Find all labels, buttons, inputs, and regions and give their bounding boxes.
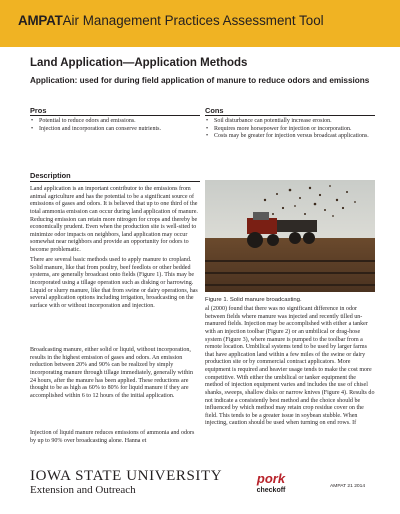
banner-title <box>18 13 324 28</box>
page-title: Land Application—Application Methods <box>30 57 248 69</box>
extension-name: Extension and Outreach <box>30 484 136 496</box>
pros-list <box>30 118 200 133</box>
cons-item: • Soil disturbance can potentially increase erosion. <box>205 118 370 126</box>
description-paragraph-right: al (2000) found that there was no significant difference in odor between fields where manure was injected and recently tilled un-manured fields. Injection may be accomplished with either a tanker with an injection toolbar (Figure 2) or an umbilical or drag-hose system (Figure 3), where manure is pumped to the toolbar from a remote location. Umbilical systems tend to be used by larger farms that have application land within a few miles of the swine or dairy production site or by commercial contract applicators. More equipment is required and heavier usage tends to make the cost more competitive. With either the umbilical or tanker equipment the method of injection equipment varies and includes the use of chisel shanks, sweeps, shallow disks or narrow knives (Figure 4). Results do not indicate a consistently best method and the choice should be influenced by which method may retain crop residue cover on the field. This tends to be a greater issue in soybean stubble. When injecting, caution should be used when turning on end rows. If <box>205 306 375 427</box>
pros-item: • Injection and incorporation can conserve nutrients. <box>30 126 200 134</box>
cons-item: • Costs may be greater for injection versus broadcast applications. <box>205 133 370 141</box>
svg-text:pork: pork <box>256 471 286 486</box>
header-banner <box>0 0 400 47</box>
pros-item: • Potential to reduce odors and emissions. <box>30 118 200 126</box>
description-paragraph: There are several basic methods used to apply manure to cropland. Solid manure, like that from poultry, beef feedlots or other bedded systems, are generally broadcast onto fields (Figure 1). This may be incorporated using a tillage operation such as disking or harrowing. Liquid or slurry manure, like that from swine or dairy operations, has several application options including irrigation, broadcasting on the surface with or without incorporation and injection. <box>30 257 198 309</box>
pros-heading: Pros <box>30 106 47 115</box>
cons-list <box>205 118 370 141</box>
description-divider <box>30 181 200 182</box>
document-number: AMPAT 21 2014 <box>330 484 366 489</box>
manure-spreading-photo <box>205 180 375 292</box>
description-paragraph: Broadcasting manure, either solid or liquid, without incorporation, results in the highest emission of gases and odors. An emission reduction between 20% and 90% can be realized by simply incorporating manure through tillage immediately, generally within 24 hours, after the manure has been applied. These reductions are thought to be as high as 60% to 80% for liquid manure if they are accomplished within 6 to 12 hours of the initial application. <box>30 347 193 399</box>
description-paragraph: Injection of liquid manure reduces emissions of ammonia and odors by up to 90% over broadcasting alone. Hanna et <box>30 430 195 444</box>
page-subtitle: Application: used for during field application of manure to reduce odors and emissions <box>30 76 370 85</box>
isu-logo <box>30 468 222 497</box>
university-name: IOWA STATE UNIVERSITY <box>30 468 223 484</box>
description-paragraph: Land application is an important contributor to the emissions from animal agriculture and has the potential to be a significant source of emissions of gases and odors. It is believed that up to one third of the total ammonia emission can occur during land application of manure. Reducing emission can retain more nitrogen for crops and thereby be economically prudent. Even when the production site is well-sited to minimize odor impacts on neighbors, land application may occur somewhat near neighbors and provide an opportunity for odors to become problematic. <box>30 186 198 253</box>
cons-divider <box>205 115 375 116</box>
description-heading: Description <box>30 171 71 180</box>
brand-name: AMPAT <box>18 13 63 28</box>
pros-divider <box>30 115 200 116</box>
cons-heading: Cons <box>205 106 224 115</box>
pork-checkoff-logo <box>245 466 297 500</box>
cons-item: • Requires more horsepower for injection or incorporation. <box>205 126 370 134</box>
svg-text:checkoff: checkoff <box>256 487 286 494</box>
figure-caption: Figure 1. Solid manure broadcasting. <box>205 297 302 303</box>
tool-name: Air Management Practices Assessment Tool <box>62 13 324 28</box>
